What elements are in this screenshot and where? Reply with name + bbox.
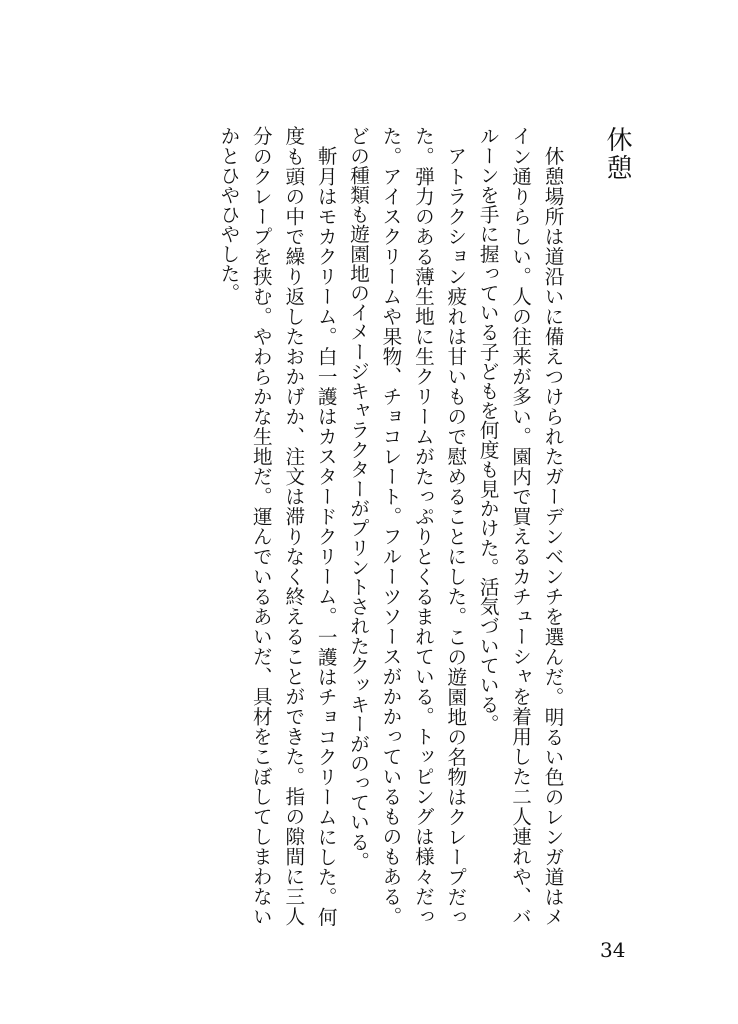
page-number: 34	[600, 938, 626, 962]
paragraph-3: 斬月はモカクリーム。白一護はカスタードクリーム。一護はチョコクリームにした。何度も頭の中で繰り返したおかげか、注文は滞りなく終えることができた。指の隙間に三人分のクレープを挟む。やわらかな生地だ。運んでいるあいだ、具材をこぼしてしまわないかとひやひやした。	[216, 126, 338, 926]
paragraph-2: アトラクション疲れは甘いもので慰めることにした。この遊園地の名物はクレープだった。弾力のある薄生地に生クリームがたっぷりとくるまれている。トッピングは様々だった。アイスクリームや果物、チョコレート。フルーツソースがかかっているものもある。どの種類も遊園地のイメージキャラクターがプリントされたクッキーがのっている。	[346, 126, 467, 926]
body-text	[212, 126, 568, 926]
chapter-title: 休憩	[602, 126, 632, 182]
paragraph-1: 休憩場所は道沿いに備えつけられたガーデンベンチを選んだ。明るい色のレンガ道はメイン通りらしい。人の往来が多い。園内で買えるカチューシャを着用した二人連れや、バルーンを手に握っている子どもを何度も見かけた。活気づいている。	[476, 126, 564, 926]
